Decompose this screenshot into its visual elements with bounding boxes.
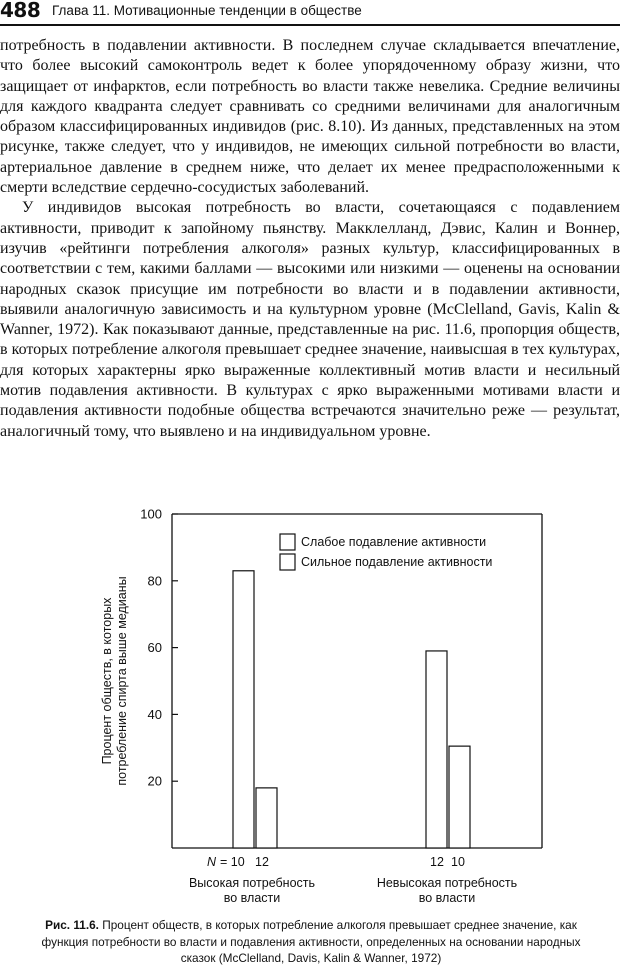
body-text [0,36,620,442]
y-tick-label: 20 [147,773,162,789]
header-rule [0,24,620,26]
bar-high-strong [256,788,277,848]
n-label-high-strong: 12 [255,855,269,869]
legend-swatch-strong [280,554,295,570]
legend-swatch-weak [280,534,295,550]
n-prefix: N [207,855,217,869]
bar-low-weak [426,651,447,848]
paragraph-1: потребность в подавлении активности. В последнем случае складывается впечатление, что более высокий самоконтроль ведет к более упорядоченному образу жизни, что защищает от инфарктов, если потребность во власти также невелика. Средние величины для каждого квадранта следует сравнивать со средними величинами для аналогичным образом классифицированных индивидов (рис. 8.10). Из данных, представленных на этом рисунке, также следует, что у индивидов, не имеющих сильной потребности во власти, артериальное давление в среднем ниже, что делает их менее предрасположенными к смерти вследствие сердечно-сосудистых заболеваний. [0,37,620,197]
legend-label-strong: Сильное подавление активности [301,555,493,569]
y-tick-label: 60 [147,640,162,656]
figure-caption [28,917,594,967]
y-axis-label-line2: потребление спирта выше медианы [115,576,129,786]
page-number: 488 [0,0,41,22]
y-tick-label: 80 [147,573,162,589]
caption-label: Рис. 11.6. [45,918,99,932]
running-title: Глава 11. Мотивационные тенденции в обществе [52,3,362,18]
paragraph-2: У индивидов высокая потребность во власти, сочетающаяся с подавлением активности, приводит к запойному пьянству. Макклелланд, Дэвис, Калин и Воннер, изучив «рейтинги потребления алкоголя» разных культур, классифицированных в соответствии с тем, какими баллами — высокими или низкими — оценены на основании народных сказок присущие им потребности во власти и в подавлении активности, выявили аналогичную зависимость и на культурном уровне (McClelland, Gavis, Kalin & Wanner, 1972). Как показывают данные, представленные на рис. 11.6, пропорция обществ, в которых потребление алкоголя превышает среднее значение, наивысшая в тех культурах, для которых характерны ярко выраженные коллективный мотив власти и несильный мотив подавления активности. В культурах с ярко выраженными мотивами власти и подавления активности подобные общества встречаются значительно реже — результат, аналогичный тому, что выявлено и на индивидуальном уровне. [0,199,620,440]
bar-high-weak [233,571,254,848]
category-high-line1: Высокая потребность [188,876,316,890]
y-axis-label-line1: Процент обществ, в которых [100,597,114,765]
category-low-line1: Невысокая потребность [376,876,518,890]
bar-chart [0,500,620,912]
legend-label-weak: Слабое подавление активности [301,535,487,549]
n-label-low-strong: 10 [451,855,465,869]
y-tick-label: 40 [147,706,162,722]
n-label-low-weak: 12 [430,855,444,869]
category-high-line2: во власти [223,891,281,905]
n-label-high-weak: = 10 [220,855,245,869]
category-low-line2: во власти [418,891,476,905]
y-tick-label: 100 [140,506,162,522]
page-header [0,0,620,26]
bars [233,571,470,848]
bar-low-strong [449,746,470,848]
caption-text: Процент обществ, в которых потребление алкоголя превышает среднее значение, как функция потребности во власти и подавления активности, определенных на основании народных сказок (McClelland, Davis, Kalin & Wanner, 1972) [41,918,581,965]
